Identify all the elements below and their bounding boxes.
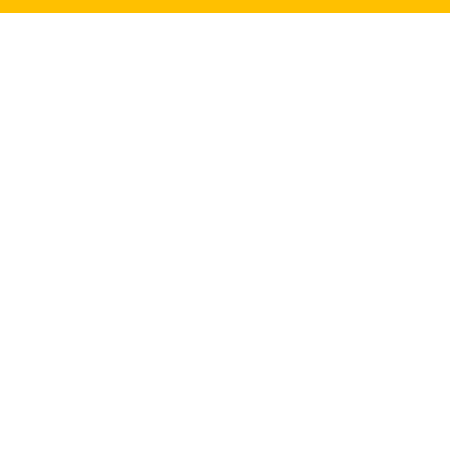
title-bar [0, 0, 450, 13]
